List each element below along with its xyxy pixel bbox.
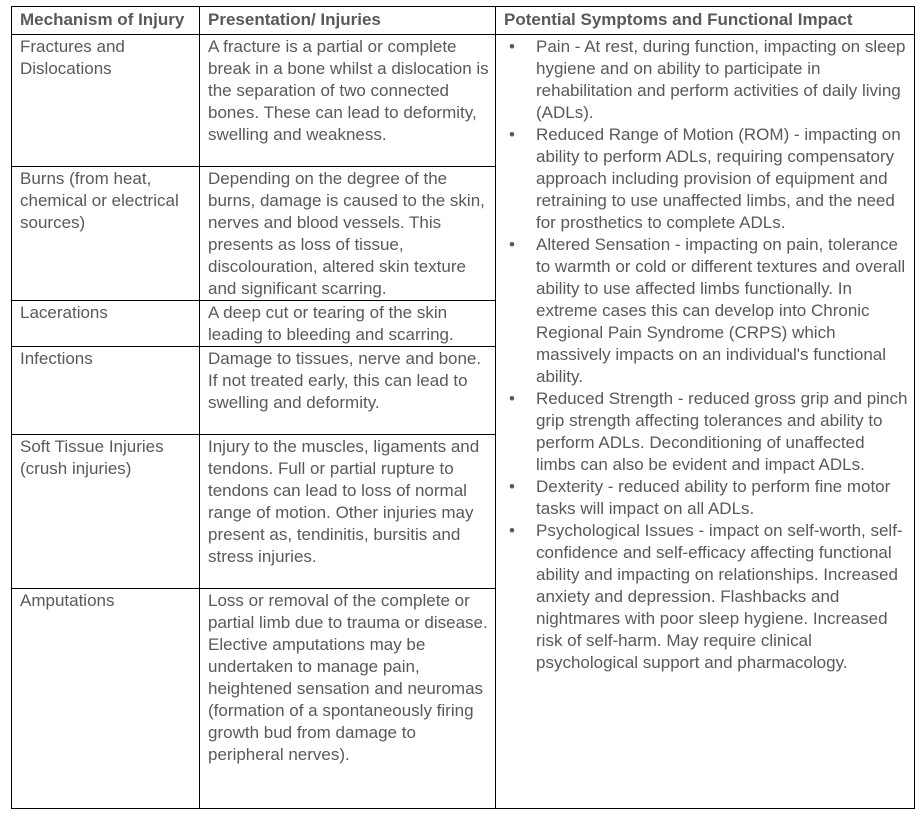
- list-item: • Reduced Range of Motion (ROM) - impacting on ability to perform ADLs, requiring compensatory approach including provision of equipment and retraining to use unaffected limbs, and the need for prosthetics to complete ADLs.: [509, 125, 901, 232]
- header-symptoms: Potential Symptoms and Functional Impact: [496, 7, 915, 35]
- presentation-cell: A fracture is a partial or complete break in a bone whilst a dislocation is the separation of two connected bones. These can lead to deformity, swelling and weakness.: [200, 35, 496, 167]
- mechanism-cell: Amputations: [12, 589, 200, 809]
- header-mechanism: Mechanism of Injury: [12, 7, 200, 35]
- list-item: • Dexterity - reduced ability to perform fine motor tasks will impact on all ADLs.: [509, 477, 891, 518]
- presentation-cell: [200, 589, 496, 809]
- list-item: • Altered Sensation - impacting on pain, tolerance to warmth or cold or different textures and overall ability to use affected limbs functionally. In extreme cases this can develop into Chronic Regional Pain Syndrome (CRPS) which massively impacts on an individual's functional ability.: [509, 235, 906, 386]
- mechanism-cell: Burns (from heat, chemical or electrical sources): [12, 167, 200, 301]
- bullet-icon: •: [509, 477, 515, 496]
- mechanism-cell: Infections: [12, 347, 200, 435]
- presentation-cell: Damage to tissues, nerve and bone. If not treated early, this can lead to swelling and deformity.: [200, 347, 496, 435]
- list-item: • Reduced Strength - reduced gross grip and pinch grip strength affecting tolerances and ability to perform ADLs. Deconditioning of unaffected limbs can also be evident and impact ADLs.: [509, 389, 908, 474]
- symptoms-list: [504, 36, 908, 674]
- bullet-icon: •: [509, 125, 515, 144]
- presentation-cell: Injury to the muscles, ligaments and tendons. Full or partial rupture to tendons can lead to loss of normal range of motion. Other injuries may present as, tendinitis, bursitis and stress injuries.: [200, 435, 496, 589]
- symptoms-cell: [496, 35, 915, 809]
- table-row: [12, 35, 915, 167]
- bullet-icon: •: [509, 389, 515, 408]
- bullet-icon: •: [509, 521, 515, 540]
- injury-table: [11, 6, 915, 809]
- presentation-cell: Depending on the degree of the burns, damage is caused to the skin, nerves and blood vessels. This presents as loss of tissue, discolouration, altered skin texture and significant scarring.: [200, 167, 496, 301]
- presentation-paragraph: Loss or removal of the complete or partial limb due to trauma or disease.: [208, 591, 488, 632]
- presentation-cell: A deep cut or tearing of the skin leading to bleeding and scarring.: [200, 301, 496, 347]
- mechanism-cell: Soft Tissue Injuries (crush injuries): [12, 435, 200, 589]
- header-row: [12, 7, 915, 35]
- list-item: • Psychological Issues - impact on self-worth, self-confidence and self-efficacy affecting functional ability and impacting on relationships. Increased anxiety and depression. Flashbacks and nightmares with poor sleep hygiene. Increased risk of self-harm. May require clinical psychological support and pharmacology.: [509, 521, 903, 672]
- mechanism-cell: Lacerations: [12, 301, 200, 347]
- bullet-icon: •: [509, 235, 515, 254]
- list-item: • Pain - At rest, during function, impacting on sleep hygiene and on ability to participate in rehabilitation and perform activities of daily living (ADLs).: [509, 37, 906, 122]
- mechanism-cell: Fractures and Dislocations: [12, 35, 200, 167]
- bullet-icon: •: [509, 37, 515, 56]
- header-presentation: Presentation/ Injuries: [200, 7, 496, 35]
- presentation-paragraph: Elective amputations may be undertaken to manage pain, heightened sensation and neuromas (formation of a spontaneously firing growth bud from damage to peripheral nerves).: [208, 635, 484, 764]
